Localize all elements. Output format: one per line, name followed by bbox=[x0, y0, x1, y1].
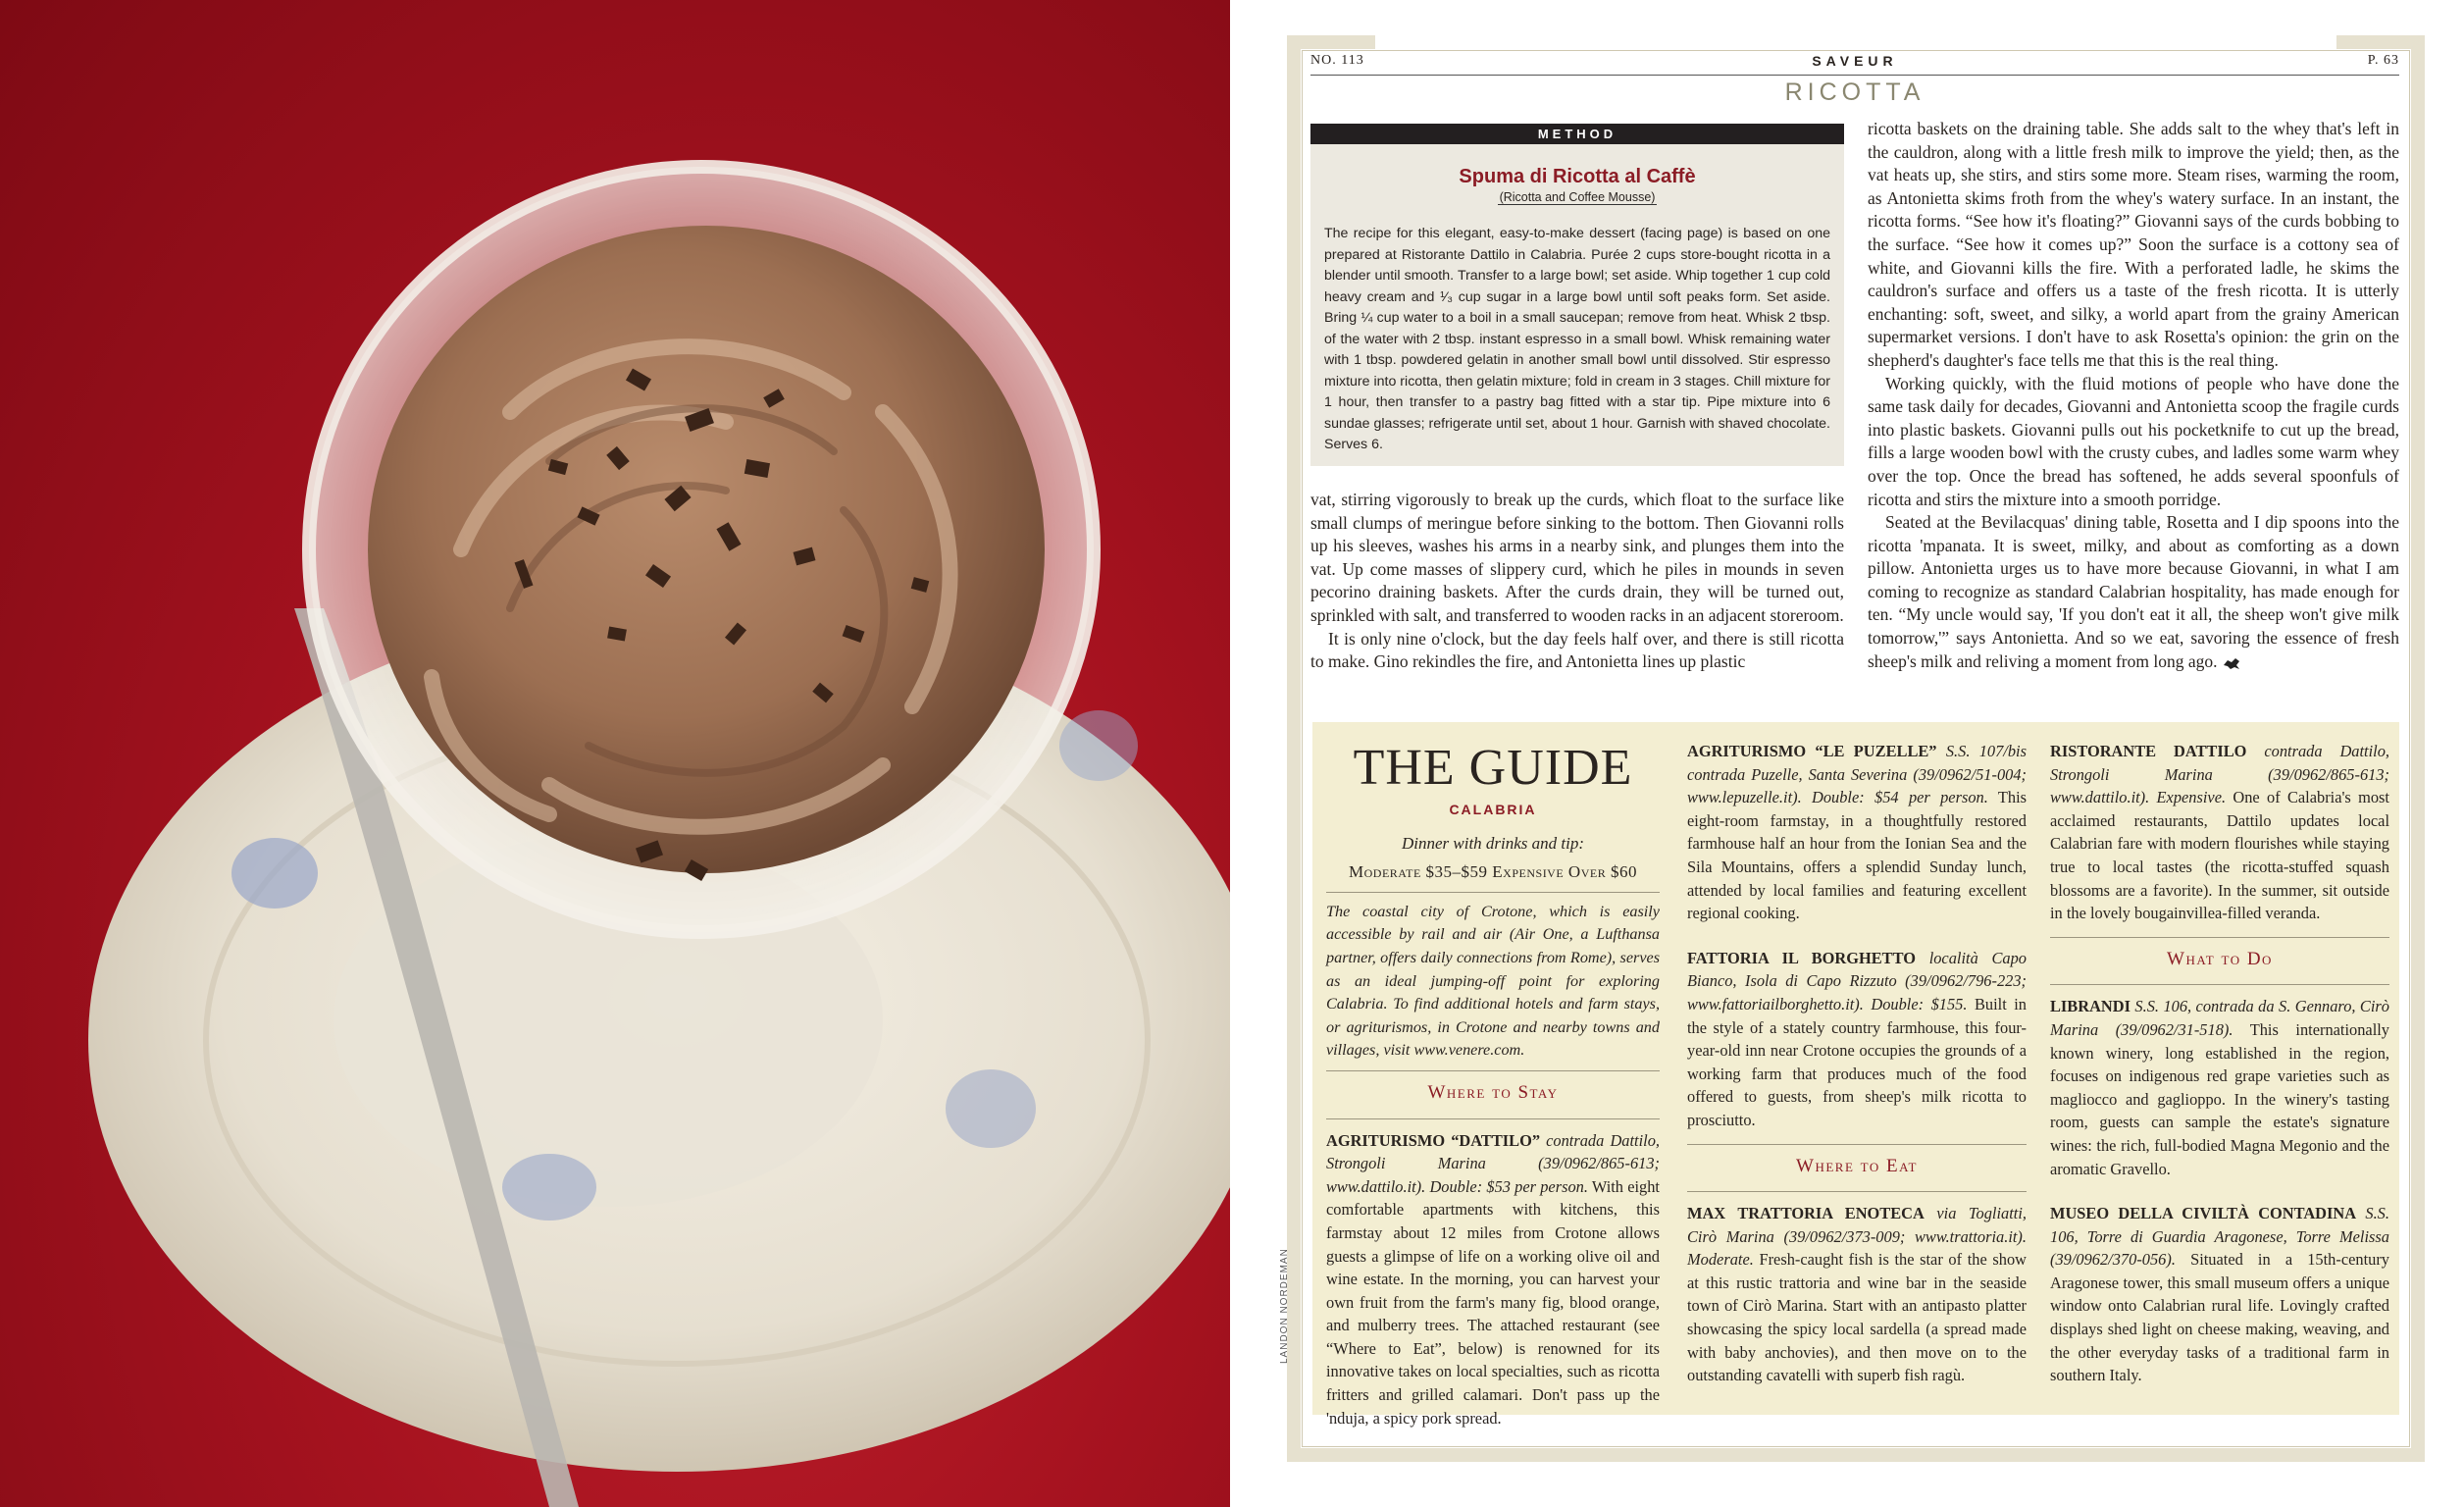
the-guide-box bbox=[1312, 722, 2399, 1428]
guide-entry-le-puzelle: AGRITURISMO “LE PUZELLE” S.S. 107/bis contrada Puzelle, Santa Severina (39/0962/51-004; www.lepuzelle.it). Double: $54 per person. This eight-room farmstay, in a thoughtfully restored farmhouse half an hour from the Ionian Sea and the Sila Mountains, offers a splendid Sunday lunch, attended by local families and featuring excellent regional cooking. bbox=[1687, 742, 2027, 923]
article-paragraph: Working quickly, with the fluid motions of people who have done the same task daily for decades, Giovanni and Antonietta scoop the fragile curds into plastic baskets. Giovanni pulls out his pocketknife to cut up the bread, fills a large wooden bowl with the crusty cubes, and ladles some warm whey over the top. Once the bread has softened, he adds several spoonfuls of ricotta and stirs the mixture into a smooth porridge. bbox=[1868, 373, 2399, 509]
recipe-body: The recipe for this elegant, easy-to-make dessert (facing page) is based on one prepared at Ristorante Dattilo in Calabria. Purée 2 cups store-bought ricotta in a blender until smooth. Transfer to a large bowl; set aside. Whip together 1 cup cold heavy cream and ¹⁄₃ cup sugar in a large bowl until soft peaks form. Set aside. Bring ¼ cup water to a boil in a small saucepan; remove from heat. Whisk 2 tbsp. of the water with 2 tbsp. instant espresso in a small bowl. Whisk remaining water with 1 tbsp. powdered gelatin in another small bowl until dissolved. Stir espresso mixture into ricotta, then gelatin mixture; fold in cream in 3 stages. Chill mixture for 1 hour, then transfer to a pastry bag fitted with a star tip. Pipe mixture into 6 sundae glasses; refrigerate until set, about 1 hour. Garnish with shaved chocolate. Serves 6. bbox=[1324, 226, 1830, 452]
guide-rule bbox=[2050, 937, 2389, 938]
guide-rule bbox=[1326, 892, 1660, 893]
guide-title: THE GUIDE bbox=[1353, 740, 1633, 796]
method-box bbox=[1310, 144, 1844, 466]
guide-column-3 bbox=[2050, 740, 2389, 1387]
where-to-stay-heading: Where to Stay bbox=[1427, 1081, 1559, 1103]
magazine-name: SAVEUR bbox=[1812, 53, 1898, 69]
where-to-eat-heading: Where to Eat bbox=[1796, 1155, 1918, 1176]
guide-entry-ristorante-dattilo: RISTORANTE DATTILO contrada Dattilo, Strongoli Marina (39/0962/865-613; www.dattilo.it). Expensive. One of Calabria's most acclaimed restaurants, Dattilo updates local Calabrian fare with modern flourishes while staying true to local tastes (the ricotta-stuffed squash blossoms are a favorite). In the summer, sit outside in the lovely bougainvillea-filled veranda. bbox=[2050, 742, 2389, 923]
guide-rule bbox=[2050, 984, 2389, 985]
article-paragraph: It is only nine o'clock, but the day feels half over, and there is still ricotta to make. Gino rekindles the fire, and Antonietta lines up plastic bbox=[1310, 628, 1844, 672]
guide-intro: The coastal city of Crotone, which is easily accessible by rail and air (Air One, a Lufthansa partner, offers daily connections from Rome), serves as an ideal jumping-off point for exploring Calabria. To find additional hotels and farm stays, or agriturismos, in Crotone and nearby towns and villages, visit www.venere.com. bbox=[1326, 902, 1660, 1060]
guide-entry-museo: MUSEO DELLA CIVILTÀ CONTADINA S.S. 106, Torre di Guardia Aragonese, Torre Melissa (39/0962/370-056). Situated in a 15th-century Aragonese tower, this small museum offers a unique window onto Calabrian rural life. Lovingly crafted displays shed light on cheese making, weaving, and the other everyday tasks of a traditional farm in southern Italy. bbox=[2050, 1204, 2389, 1385]
guide-column-2 bbox=[1687, 740, 2027, 1387]
guide-dinner-note: Dinner with drinks and tip: bbox=[1401, 833, 1585, 853]
guide-entry-librandi: LIBRANDI S.S. 106, contrada da S. Gennaro, Cirò Marina (39/0962/31-518). This internationally known winery, long established in the region, focuses on indigenous red grape varieties such as magliocco and gaglioppo. In the winery's tasting room, guests can sample the estate's signature wines: the rich, full-bodied Magna Megonio and the aromatic Gravello. bbox=[2050, 997, 2389, 1178]
frame-corner-right bbox=[2336, 35, 2425, 49]
guide-entry-dattilo-agriturismo: AGRITURISMO “DATTILO” contrada Dattilo, Strongoli Marina (39/0962/865-613; www.dattilo.it). Double: $53 per person. With eight comfortable apartments with kitchens, this farmstay about 12 miles from Crotone allows guests a glimpse of life on a working olive oil and wine estate. In the morning, you can harvest your own fruit from the farm's many fig, blood orange, and mulberry trees. The attached restaurant (see “Where to Eat”, below) is renowned for its innovative takes on local specialties, such as ricotta fritters and grilled calamari. Don't pass up the 'nduja, a spicy pork spread. bbox=[1326, 1130, 1660, 1428]
guide-rule bbox=[1687, 1144, 2027, 1145]
guide-rule bbox=[1326, 1070, 1660, 1071]
article-column-left bbox=[1310, 489, 1844, 674]
recipe-title: Spuma di Ricotta al Caffè bbox=[1459, 166, 1696, 187]
guide-rule bbox=[1326, 1118, 1660, 1119]
guide-price-key: Moderate $35–$59 Expensive Over $60 bbox=[1349, 862, 1637, 882]
issue-number: NO. 113 bbox=[1310, 53, 1364, 68]
recipe-subtitle: (Ricotta and Coffee Mousse) bbox=[1499, 190, 1656, 204]
article-column-right bbox=[1868, 118, 2399, 673]
guide-column-1 bbox=[1326, 722, 1660, 1429]
guide-entry-il-borghetto: FATTORIA IL BORGHETTO località Capo Bianco, Isola di Capo Rizzuto (39/0962/796-223; www.fattoriailborghetto.it). Double: $155. Built in the style of a stately country farmhouse, this four-year-old inn near Crotone occupies the grounds of a working farm that produces much of the food offered to guests, from sheep's milk ricotta to prosciutto. bbox=[1687, 948, 2027, 1129]
header-rule bbox=[1310, 75, 2399, 76]
photo-credit: LANDON NORDEMAN bbox=[1279, 1248, 1290, 1364]
running-header bbox=[1310, 53, 2399, 75]
what-to-do-heading: What to Do bbox=[2167, 948, 2273, 969]
method-bar: METHOD bbox=[1310, 124, 1844, 144]
article-paragraph: vat, stirring vigorously to break up the curds, which float to the surface like small clumps of meringue before sinking to the bottom. Then Giovanni rolls up his sleeves, washes his arms in a nearby sink, and plunges them into the vat. Up come masses of slippery curd, which he piles in mounds in seven pecorino draining baskets. After the curds drain, they will be turned out, sprinkled with salt, and transferred to wooden racks in an adjacent storeroom. bbox=[1310, 490, 1844, 625]
guide-entry-max-trattoria: MAX TRATTORIA ENOTECA via Togliatti, Cirò Marina (39/0962/373-009; www.trattoria.it). Moderate. Fresh-caught fish is the star of the show at this rustic trattoria and wine bar in the seaside town of Cirò Marina. Start with an antipasto platter showcasing the spicy local sardella (a spread made with baby anchovies), and then move on to the outstanding cavatelli with superb fish ragù. bbox=[1687, 1204, 2027, 1385]
mousse-illustration bbox=[0, 0, 1230, 1507]
article-paragraph: Seated at the Bevilacquas' dining table, Rosetta and I dip spoons into the ricotta 'mpanata. It is sweet, milky, and about as comforting as a down pillow. Antonietta urges us to have more because Giovanni, in what I am coming to recognize as standard Calabrian hospitality, has made enough for ten. “My uncle would say, 'If you don't eat it all, the sheep won't give milk tomorrow,'” says Antonietta. And so we eat, savoring the essence of fresh sheep's milk and reliving a moment from long ago. bbox=[1868, 512, 2399, 671]
sheep-end-icon bbox=[2222, 656, 2241, 670]
guide-region: CALABRIA bbox=[1449, 802, 1537, 817]
guide-rule bbox=[1687, 1191, 2027, 1192]
article-paragraph: ricotta baskets on the draining table. She adds salt to the whey that's left in the cauldron, along with a little fresh milk to improve the yield; then, as the vat heats up, she stirs, and stirs some more. Steam rises, warming the room, as Antonietta skims froth from the whey's watery surface. In an instant, the ricotta forms. “See how it's floating?” Giovanni says of the curds bobbing to the surface. “See how it comes up?” Soon the surface is a cottony sea of white, and Giovanni kills the fire. With a perforated ladle, he skims the cauldron's surface and offers us a taste of the fresh ricotta. It is utterly enchanting: soft, sweet, and silky, a world apart from the grainy American supermarket versions. I don't have to ask Rosetta's opinion: the grin on the shepherd's daughter's face tells me that this is the real thing. bbox=[1868, 119, 2399, 370]
frame-corner-left bbox=[1287, 35, 1375, 49]
ricotta-mousse-photo bbox=[0, 0, 1230, 1507]
page-number: P. 63 bbox=[2367, 53, 2399, 68]
section-title: RICOTTA bbox=[1784, 78, 1925, 106]
